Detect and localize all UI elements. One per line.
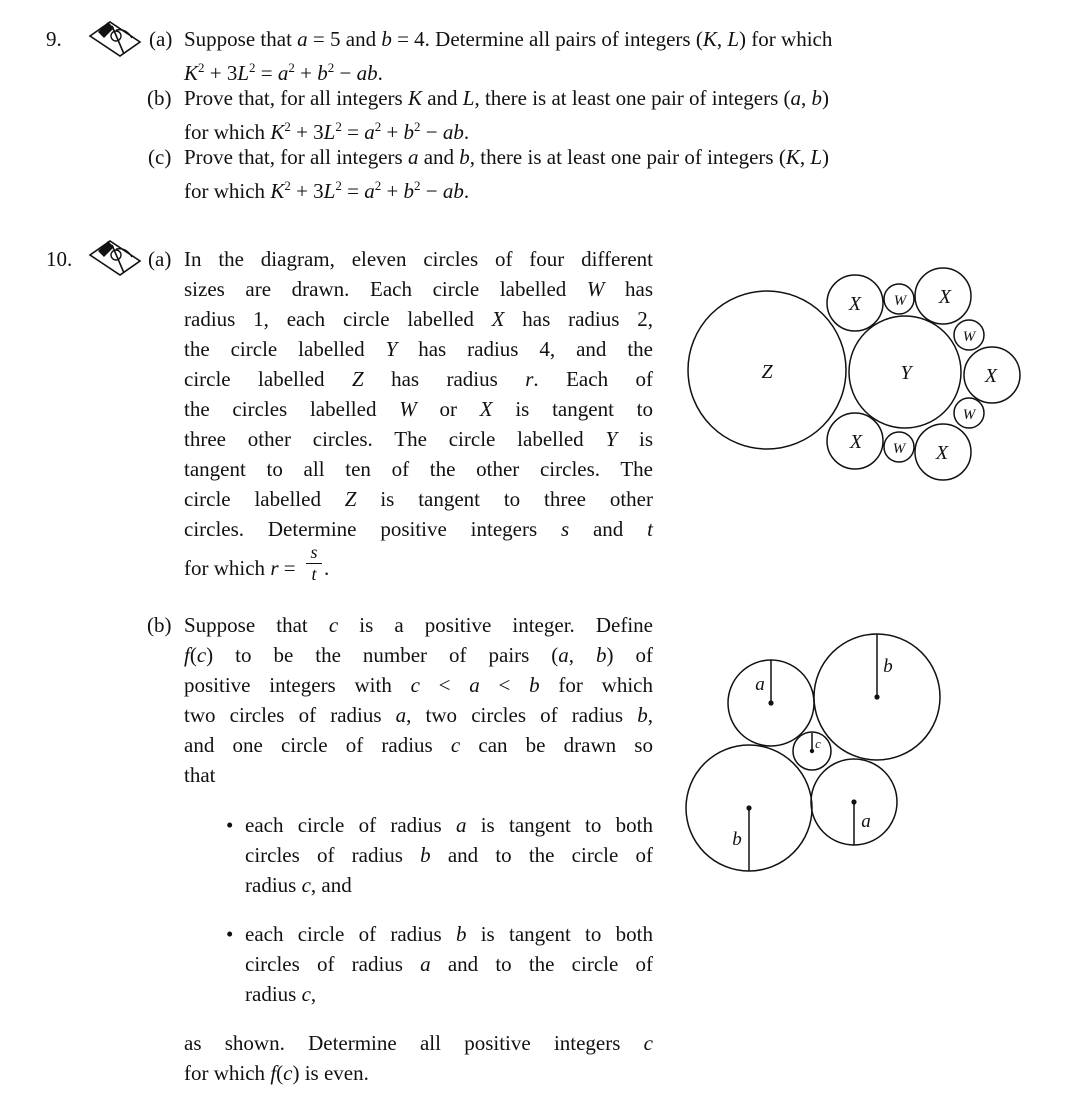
label-w: W	[962, 329, 976, 345]
q10-a-line: radius 1, each circle labelled X has radius 2,	[184, 307, 653, 331]
label-x: X	[984, 365, 998, 387]
center-dot	[874, 694, 879, 699]
q10-a-line: In the diagram, eleven circles of four different	[184, 247, 653, 271]
q10-a-line: circles. Determine positive integers s and t	[184, 517, 653, 541]
q10-a-line: three other circles. The circle labelled Y is	[184, 427, 653, 451]
q10-a-line: the circle labelled Y has radius 4, and the	[184, 337, 654, 361]
center-dot	[746, 805, 751, 810]
q10-b-line: that	[184, 763, 216, 787]
q9-part-a-line1: Suppose that a = 5 and b = 4. Determine all pairs of integers (K, L) for which	[184, 27, 833, 51]
bullet-2-line: each circle of radius b is tangent to both	[245, 922, 653, 946]
q9-part-b-line1: Prove that, for all integers K and L, there is at least one pair of integers (a, b)	[184, 86, 830, 110]
center-dot	[768, 700, 773, 705]
label-a: a	[755, 674, 765, 695]
bullet-2-line: circles of radius a and to the circle of	[245, 952, 653, 976]
label-y: Y	[900, 362, 912, 384]
label-x: X	[935, 442, 949, 464]
bullet-1-line: each circle of radius a is tangent to both	[245, 813, 653, 837]
label-w: W	[893, 293, 907, 309]
bullet-1-line: circles of radius b and to the circle of	[245, 843, 653, 867]
center-dot	[851, 799, 856, 804]
q10-a-last-prefix: for which r =	[184, 556, 296, 580]
q10-b-line: Suppose that c is a positive integer. Define	[184, 613, 653, 637]
q10-a-line: tangent to all ten of the other circles. The	[184, 457, 653, 481]
fraction-denominator: t	[311, 564, 317, 584]
q10-a-line: sizes are drawn. Each circle labelled W has	[184, 277, 653, 301]
q9-part-c-line2: for which $K^2 + 3L^2 = a^2 + b^2$ − ab.	[184, 178, 470, 203]
q10-closing-line: for which f(c) is even.	[184, 1061, 369, 1085]
label-x: X	[849, 431, 863, 453]
bullet-2-line: radius c,	[245, 982, 317, 1006]
fraction-numerator: s	[306, 542, 322, 564]
label-c: c	[815, 736, 821, 751]
label-z: Z	[761, 361, 773, 383]
q10-b-line: two circles of radius a, two circles of radius b,	[184, 703, 653, 727]
bullet-1-line: radius c, and	[245, 873, 352, 897]
q10-b-line: positive integers with c < a < b for which	[184, 673, 654, 697]
question-9-number: 9.	[46, 27, 62, 51]
label-x: X	[938, 286, 952, 308]
label-w: W	[962, 407, 976, 423]
q10-part-a-label: (a)	[148, 247, 172, 271]
q10-b-line: and one circle of radius c can be drawn so	[184, 733, 653, 757]
label-w: W	[892, 441, 906, 457]
q9-part-c-label: (c)	[148, 145, 172, 169]
q9-part-a-line2: $K^2 + 3L^2 = a^2 + b^2$ − ab.	[184, 60, 383, 85]
bullet-1-marker: •	[226, 813, 234, 837]
q9-part-b-label: (b)	[147, 86, 172, 110]
q9-part-c-line1: Prove that, for all integers a and b, there is at least one pair of integers (K, L)	[184, 145, 830, 169]
bullet-2-marker: •	[226, 922, 234, 946]
label-x: X	[848, 293, 862, 315]
q9-part-b-line2: for which $K^2 + 3L^2 = a^2 + b^2$ − ab.	[184, 119, 470, 144]
label-b: b	[883, 656, 893, 677]
question-10-number: 10.	[46, 247, 73, 271]
q9-part-a-label: (a)	[149, 27, 173, 51]
q10-b-line: f(c) to be the number of pairs (a, b) of	[184, 643, 653, 667]
q10-a-last-suffix: .	[324, 556, 330, 580]
label-a: a	[861, 811, 871, 832]
label-b: b	[732, 829, 742, 850]
q10-a-line: the circles labelled W or X is tangent to	[184, 397, 653, 421]
center-dot	[810, 749, 814, 753]
q10-closing-line: as shown. Determine all positive integers c	[184, 1031, 653, 1055]
q10-part-b-label: (b)	[147, 613, 172, 637]
q10-a-line: circle labelled Z is tangent to three other	[184, 487, 653, 511]
q10-a-line: circle labelled Z has radius r. Each of	[184, 367, 653, 391]
